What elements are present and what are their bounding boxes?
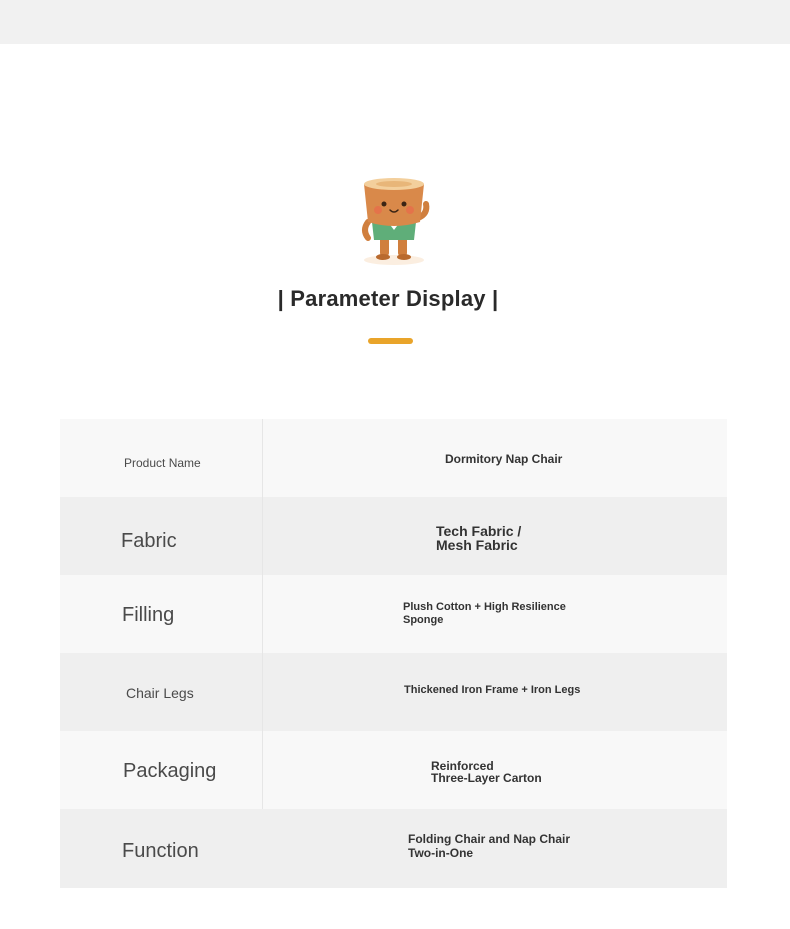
tree-stump-mascot-icon	[356, 174, 432, 268]
row-value	[431, 760, 542, 784]
row-value-line: Folding Chair and Nap Chair	[408, 832, 571, 846]
table-row	[60, 419, 727, 497]
column-divider	[262, 731, 263, 809]
parameter-table	[60, 419, 727, 888]
row-value: Thickened Iron Frame + Iron Legs	[404, 684, 581, 696]
title-underline	[368, 338, 413, 344]
table-row	[60, 575, 727, 653]
row-value: Dormitory Nap Chair	[445, 452, 563, 466]
table-row	[60, 731, 727, 809]
row-label: Function	[122, 840, 199, 862]
row-label: Filling	[122, 604, 175, 626]
row-value-line: Tech Fabric /	[436, 523, 522, 539]
row-value	[403, 601, 566, 626]
row-value-line: Reinforced	[431, 759, 494, 773]
table-row	[60, 809, 727, 888]
table-row	[60, 497, 727, 575]
row-label: Chair Legs	[126, 685, 194, 701]
row-value-line: Three-Layer Carton	[431, 771, 542, 785]
top-bar	[0, 0, 790, 44]
row-value-line: Sponge	[403, 613, 444, 626]
row-value	[436, 524, 521, 552]
row-label: Fabric	[121, 530, 177, 552]
section-title: | Parameter Display |	[277, 286, 499, 311]
row-value	[408, 833, 570, 861]
column-divider	[262, 497, 263, 575]
row-value-line: Plush Cotton + High Resilience	[403, 601, 566, 613]
table-row	[60, 653, 727, 731]
column-divider	[262, 575, 263, 653]
row-value-line: Mesh Fabric	[436, 537, 518, 553]
row-label: Packaging	[123, 760, 217, 782]
column-divider	[262, 419, 263, 497]
column-divider	[262, 653, 263, 731]
row-value-line: Two-in-One	[408, 845, 474, 860]
row-label: Product Name	[124, 456, 201, 470]
